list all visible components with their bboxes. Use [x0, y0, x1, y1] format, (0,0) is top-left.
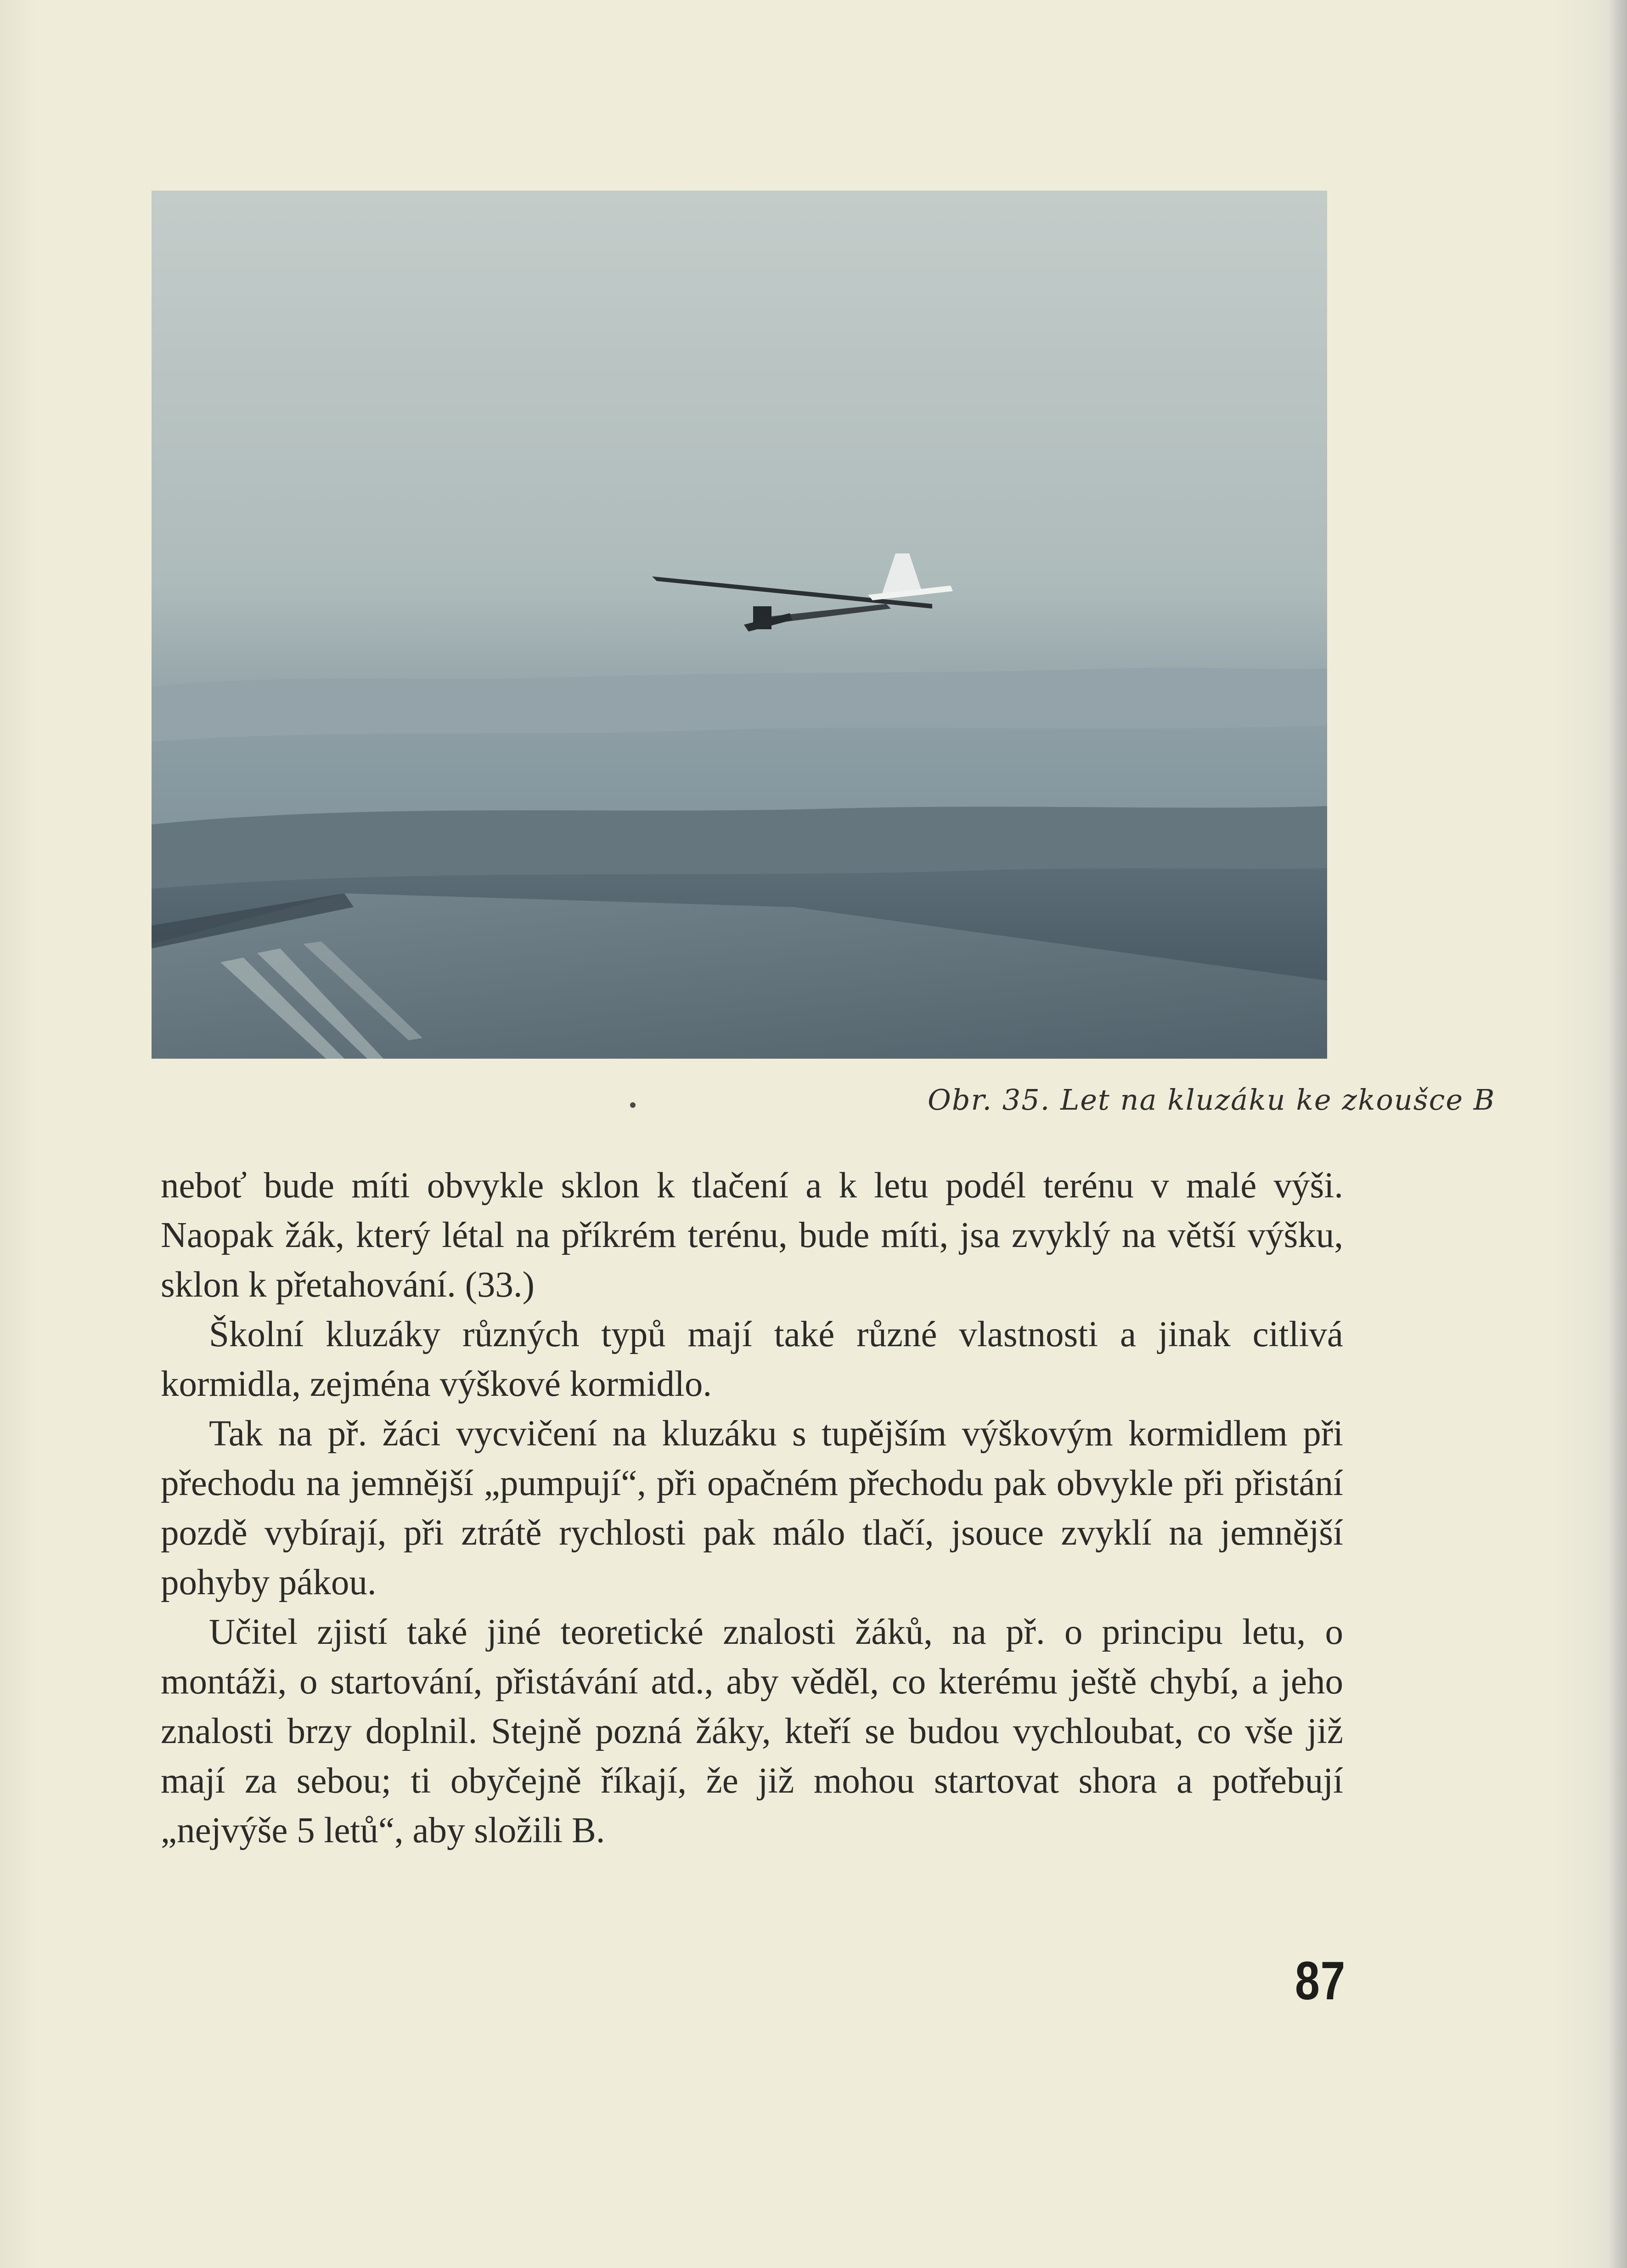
body-text [161, 1161, 1343, 1856]
figure-caption: Obr. 35. Let na kluzáku ke zkoušce B [928, 1083, 1496, 1117]
caption-dot [630, 1102, 636, 1108]
paragraph: Školní kluzáky různých typů mají také různé vlastnosti a jinak citlivá kormidla, zejména výškové kormidlo. [161, 1315, 1343, 1404]
paragraph: Tak na př. žáci vycvičení na kluzáku s tupějším výškovým kormidlem při přechodu na jemnější „pumpují“, při opačném přechodu pak obvykle při přistání pozdě vybírají, při ztrátě rychlosti pak málo tlačí, jsouce zvyklí na jemnější pohyby pákou. [161, 1414, 1343, 1602]
page-edge-shadow [1609, 0, 1627, 2268]
paragraph: Učitel zjistí také jiné teoretické znalosti žáků, na př. o principu letu, o montáži, o startování, přistávání atd., aby věděl, co kterému ještě chybí, a jeho znalosti brzy doplnil. Stejně pozná žáky, kteří se budou vychloubat, co vše již mají za sebou; ti obyčejně říkají, že již mohou startovat shora a potřebují „nejvýše 5 letů“, aby složili B. [161, 1612, 1343, 1851]
page-number: 87 [1295, 1951, 1346, 2011]
glider-photo [152, 191, 1327, 1059]
paragraph: neboť bude míti obvykle sklon k tlačení a k letu podél terénu v malé výši. Naopak žák, který létal na příkrém terénu, bude míti, jsa zvyklý na větší výšku, sklon k přetahování. (33.) [161, 1166, 1343, 1305]
